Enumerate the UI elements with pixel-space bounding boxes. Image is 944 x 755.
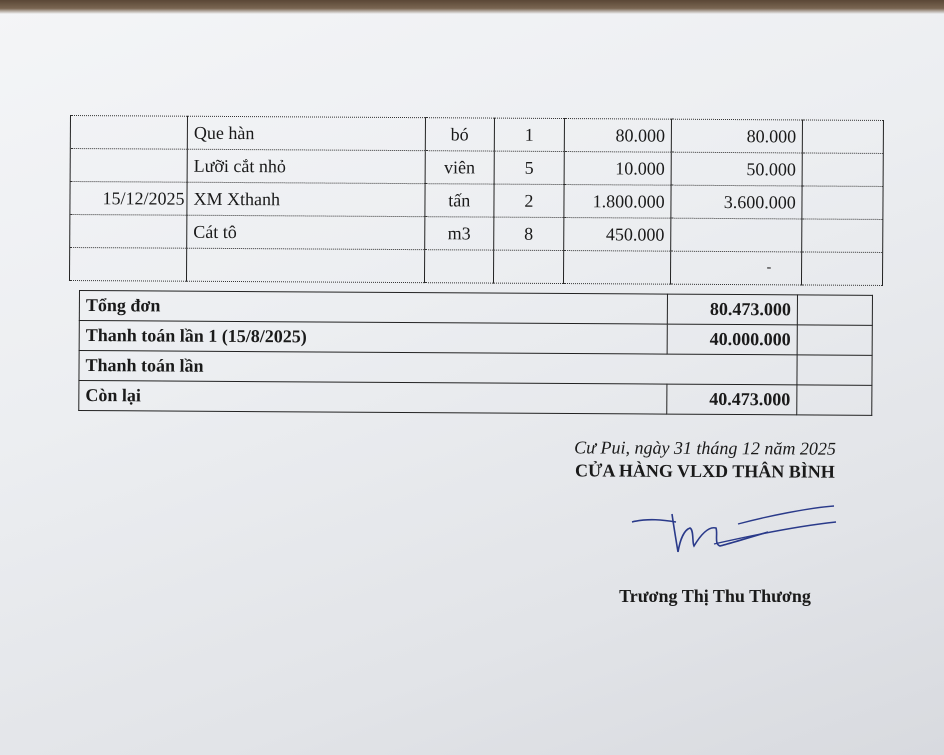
items-table xyxy=(69,115,884,286)
note-cell xyxy=(802,186,883,219)
unit-cell: bó xyxy=(425,118,494,151)
quantity-cell: 5 xyxy=(494,151,565,184)
note-cell xyxy=(802,153,883,186)
date-cell xyxy=(70,116,187,150)
note-cell xyxy=(797,295,872,325)
table-row xyxy=(70,149,883,187)
item-name-cell xyxy=(186,248,424,282)
payment-1-value: 40.000.000 xyxy=(667,324,797,355)
date-cell xyxy=(69,248,186,282)
remaining-label: Còn lại xyxy=(79,381,667,415)
place-date: Cư Pui, ngày 31 tháng 12 năm 2025 xyxy=(574,437,837,459)
signature-block xyxy=(540,437,870,483)
table-row xyxy=(70,215,883,253)
line-total-cell: - xyxy=(671,251,802,285)
payment-1-label: Thanh toán lần 1 (15/8/2025) xyxy=(79,321,667,355)
signer-name: Trương Thị Thu Thương xyxy=(619,586,811,606)
summary-table xyxy=(78,290,873,416)
table-row xyxy=(69,248,882,286)
date-cell xyxy=(70,215,187,249)
unit-cell: m3 xyxy=(425,217,494,250)
table-row xyxy=(70,116,883,154)
unit-cell: viên xyxy=(425,151,494,184)
unit-price-cell: 1.800.000 xyxy=(564,185,671,219)
item-name-cell: Lưỡi cắt nhỏ xyxy=(187,149,425,183)
date-cell: 15/12/2025 xyxy=(70,182,187,216)
note-cell xyxy=(797,355,872,385)
line-total-cell: 80.000 xyxy=(671,119,802,153)
note-cell xyxy=(802,219,883,252)
quantity-cell: 8 xyxy=(493,217,564,250)
summary-row-remaining xyxy=(79,381,872,416)
table-row xyxy=(70,182,883,220)
total-label: Tổng đơn xyxy=(79,291,667,325)
quantity-cell: 1 xyxy=(494,118,565,151)
item-name-cell: Cát tô xyxy=(187,215,425,249)
unit-price-cell: 80.000 xyxy=(565,119,672,153)
unit-price-cell: 450.000 xyxy=(564,218,671,252)
line-total-cell xyxy=(671,218,802,252)
note-cell xyxy=(802,252,883,285)
payment-2-label: Thanh toán lần xyxy=(79,351,797,385)
unit-price-cell xyxy=(564,251,671,285)
unit-cell: tấn xyxy=(425,184,494,217)
note-cell xyxy=(797,325,872,355)
note-cell xyxy=(797,385,872,415)
quantity-cell xyxy=(493,250,564,283)
line-total-cell: 50.000 xyxy=(671,152,802,186)
summary-row-payment-2 xyxy=(79,351,872,386)
line-total-cell: 3.600.000 xyxy=(671,185,802,219)
shop-name: CỬA HÀNG VLXD THÂN BÌNH xyxy=(575,460,835,482)
remaining-value: 40.473.000 xyxy=(667,384,797,415)
unit-price-cell: 10.000 xyxy=(564,152,671,186)
summary-row-total xyxy=(79,291,872,326)
summary-row-payment-1 xyxy=(79,321,872,356)
quantity-cell: 2 xyxy=(494,184,565,217)
total-value: 80.473.000 xyxy=(667,294,797,325)
item-name-cell: Que hàn xyxy=(187,116,425,150)
note-cell xyxy=(803,120,884,153)
handwritten-signature xyxy=(628,500,848,570)
unit-cell xyxy=(425,250,494,283)
item-name-cell: XM Xthanh xyxy=(187,182,425,216)
date-cell xyxy=(70,149,187,183)
desk-edge xyxy=(0,0,944,14)
